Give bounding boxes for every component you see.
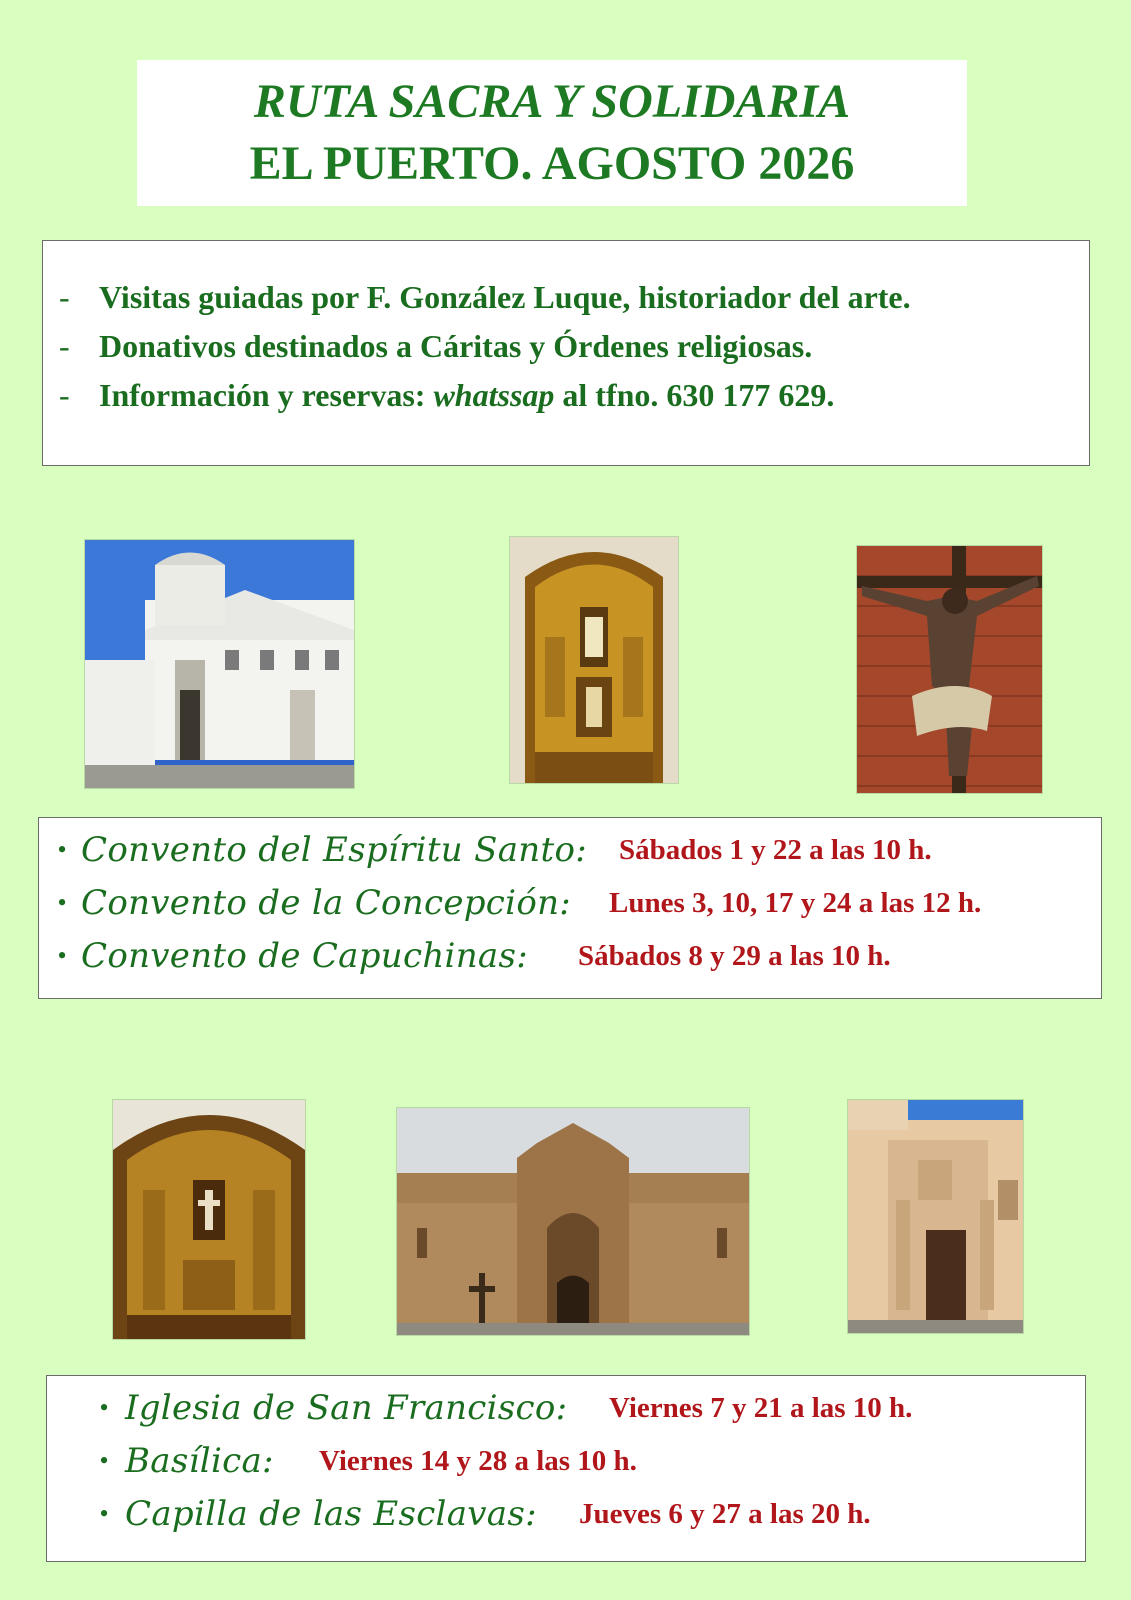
crucifix-photo: [857, 546, 1042, 793]
schedule-row: [47, 1489, 1085, 1539]
bullet: •: [99, 1446, 109, 1475]
schedule-row: [47, 1436, 1085, 1486]
visit-time: Sábados 8 y 29 a las 10 h.: [578, 939, 891, 972]
bullet: •: [99, 1393, 109, 1422]
schedule-row: [39, 931, 1101, 981]
visit-time: Viernes 7 y 21 a las 10 h.: [609, 1391, 913, 1424]
place-name: Capilla de las Esclavas:: [125, 1494, 537, 1534]
convent-white-facade-photo: [85, 540, 354, 788]
schedule-box-iglesias: [46, 1375, 1086, 1562]
title-box: [137, 60, 967, 206]
title-line-2: EL PUERTO. AGOSTO 2026: [249, 137, 855, 190]
info-text: [99, 377, 834, 414]
bullet: •: [57, 941, 67, 970]
dash: -: [59, 377, 70, 413]
info-item: [43, 377, 1089, 426]
basilica-facade-photo: [397, 1108, 749, 1335]
dash: -: [59, 279, 70, 315]
info-item: [43, 328, 1089, 377]
dash: -: [59, 328, 70, 364]
place-name: Convento de Capuchinas:: [81, 936, 528, 976]
place-name: Basílica:: [125, 1441, 274, 1481]
visit-time: Sábados 1 y 22 a las 10 h.: [619, 833, 932, 866]
schedule-row: [39, 878, 1101, 928]
san-francisco-altarpiece-photo: [113, 1100, 305, 1339]
title-line-1: RUTA SACRA Y SOLIDARIA: [253, 75, 851, 128]
info-box: [42, 240, 1090, 466]
esclavas-chapel-facade-photo: [848, 1100, 1023, 1333]
info-item: [43, 279, 1089, 328]
schedule-row: [39, 825, 1101, 875]
whatsapp-word: whatssap: [433, 377, 555, 413]
place-name: Convento de la Concepción:: [81, 883, 572, 923]
golden-altarpiece-photo: [510, 537, 678, 783]
place-name: Convento del Espíritu Santo:: [81, 830, 587, 870]
info-text: Visitas guiadas por F. González Luque, historiador del arte.: [99, 279, 911, 315]
visit-time: Jueves 6 y 27 a las 20 h.: [579, 1497, 871, 1530]
info-text-after: al tfno. 630 177 629.: [554, 377, 835, 413]
bullet: •: [57, 888, 67, 917]
place-name: Iglesia de San Francisco:: [125, 1388, 568, 1428]
schedule-row: [47, 1383, 1085, 1433]
info-text: Donativos destinados a Cáritas y Órdenes religiosas.: [99, 328, 813, 364]
bullet: •: [99, 1499, 109, 1528]
visit-time: Viernes 14 y 28 a las 10 h.: [319, 1444, 637, 1477]
bullet: •: [57, 835, 67, 864]
visit-time: Lunes 3, 10, 17 y 24 a las 12 h.: [609, 886, 982, 919]
schedule-box-conventos: [38, 817, 1102, 999]
info-text-before: Información y reservas:: [99, 377, 434, 413]
